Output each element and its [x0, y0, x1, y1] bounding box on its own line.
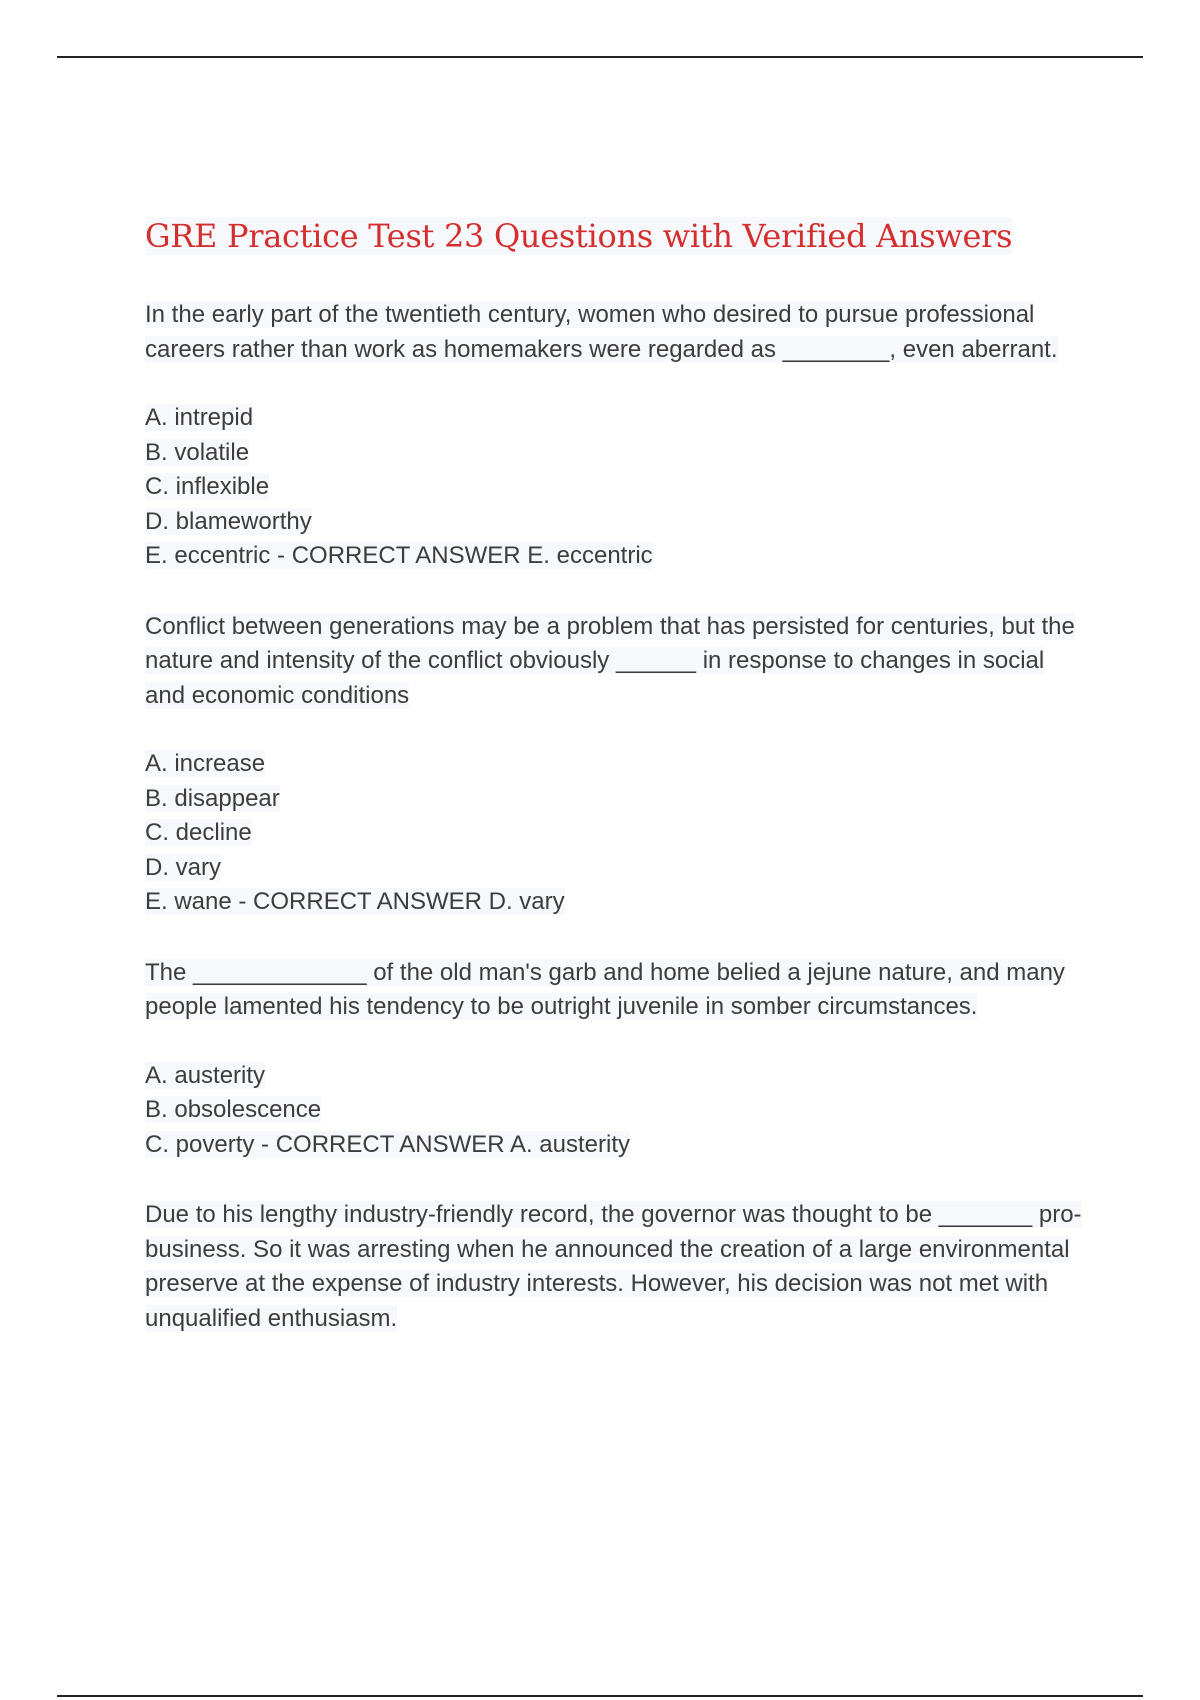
answer-option: B. obsolescence — [145, 1096, 322, 1123]
question-3 — [145, 956, 1085, 1163]
answer-options — [145, 401, 1085, 574]
answer-option: C. inflexible — [145, 473, 270, 500]
header-rule — [57, 56, 1143, 58]
question-stem: In the early part of the twentieth century, women who desired to pursue professional careers rather than work as homemakers were regarded as ________, even aberrant. — [145, 301, 1058, 363]
answer-option-with-correct-answer: C. poverty - CORRECT ANSWER A. austerity — [145, 1130, 631, 1158]
question-stem: Due to his lengthy industry-friendly record, the governor was thought to be _______ pro-business. So it was arresting when he announced the creation of a large environmental preserve at the expense of industry interests. However, his decision was not met with unqualified enthusiasm. — [145, 1201, 1082, 1332]
question-2 — [145, 610, 1085, 920]
answer-option: B. disappear — [145, 784, 280, 812]
answer-option: C. decline — [145, 819, 252, 846]
answer-option: D. vary — [145, 853, 222, 881]
document-title: GRE Practice Test 23 Questions with Verified Answers — [145, 217, 1013, 255]
answer-options — [145, 747, 1085, 920]
answer-option: D. blameworthy — [145, 507, 312, 535]
document-body — [145, 212, 1085, 1370]
question-stem: Conflict between generations may be a problem that has persisted for centuries, but the nature and intensity of the conflict obviously ______ in response to changes in social and economic conditions — [145, 612, 1075, 709]
answer-option: A. intrepid — [145, 404, 254, 431]
answer-option-with-correct-answer: E. eccentric - CORRECT ANSWER E. eccentric — [145, 542, 653, 569]
footer-rule — [57, 1695, 1143, 1697]
answer-option-with-correct-answer: E. wane - CORRECT ANSWER D. vary — [145, 888, 565, 915]
question-stem: The _____________ of the old man's garb and home belied a jejune nature, and many people lamented his tendency to be outright juvenile in somber circumstances. — [145, 958, 1065, 1020]
question-1 — [145, 298, 1085, 574]
answer-option: A. austerity — [145, 1061, 266, 1089]
answer-options — [145, 1059, 1085, 1163]
answer-option: A. increase — [145, 750, 266, 777]
question-4 — [145, 1198, 1085, 1336]
answer-option: B. volatile — [145, 438, 250, 466]
